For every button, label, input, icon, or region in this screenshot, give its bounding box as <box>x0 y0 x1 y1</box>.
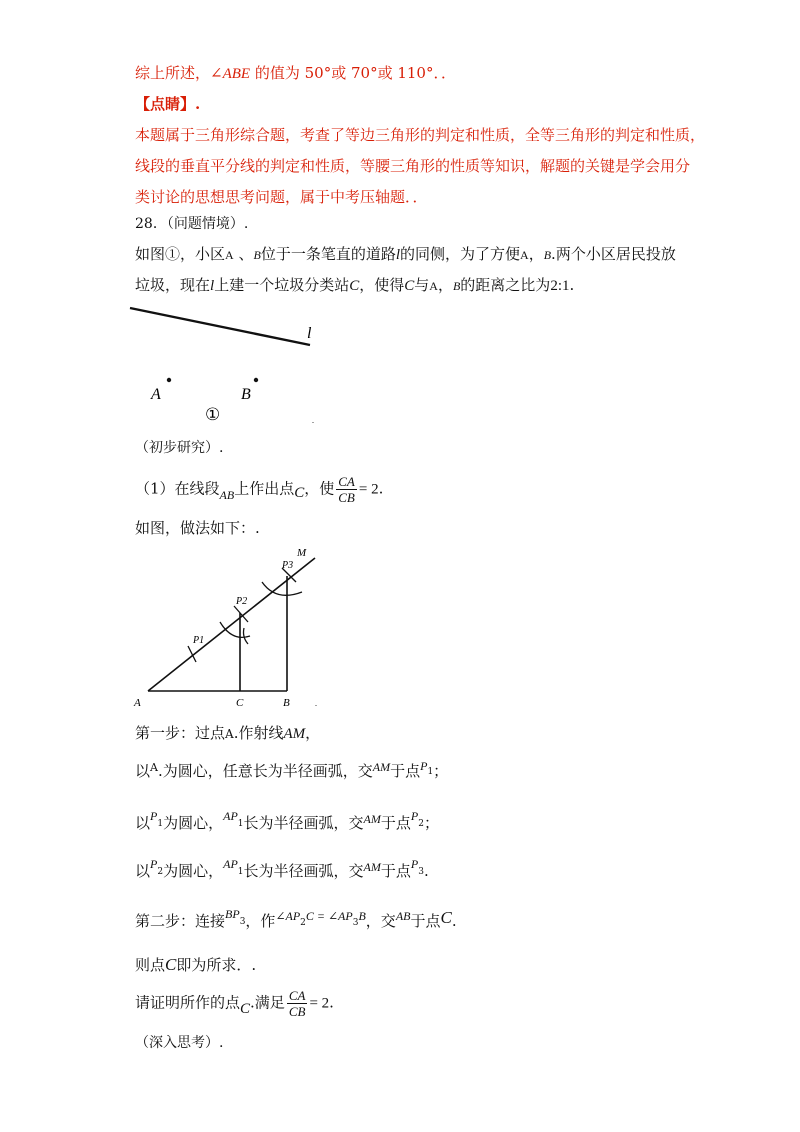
part1-line: （1）在线段$_{AB}$上作出点C，使 $\frac{CA}{CB}$ = 2. <box>135 474 384 505</box>
figure-2 <box>130 540 330 715</box>
point-b-dot <box>254 378 258 382</box>
deep-heading: （深入思考）. <box>135 1035 224 1051</box>
intro-line-1: 如图①，小区A 、B位于一条笔直的道路l的同侧，为了方便A，B.两个小区居民投放 <box>135 245 676 263</box>
label-p1: P1 <box>193 635 205 646</box>
svg-text:.: . <box>312 416 314 425</box>
road-line <box>130 308 310 345</box>
result-line: 则点C即为所求．. <box>135 955 257 974</box>
step1-title: 第一步：过点A.作射线AM， <box>135 724 321 742</box>
point-b-label: B <box>241 386 251 403</box>
label-b: B <box>283 697 290 709</box>
step1-line-c: 以$^P_2$为圆心，$^{AP}_1$长为半径画弧，交$^{AM}$于点$^P_3$. <box>135 857 429 880</box>
summary-angle: ∠ABE <box>210 66 251 82</box>
summary-values: 50°或 70°或 110°．． <box>304 64 456 82</box>
research-heading: （初步研究）. <box>135 440 224 456</box>
intro-line-2: 垃圾，现在l上建一个垃圾分类站C，使得C与A，B的距离之比为2:1. <box>135 276 575 294</box>
problem-context: （问题情境）. <box>166 216 249 232</box>
prove-fraction: $\frac{CA}{CB}$ <box>288 988 306 1019</box>
road-label: l <box>307 325 312 342</box>
prove-line: 请证明所作的点C.满足 $\frac{CA}{CB}$ = 2. <box>135 988 334 1019</box>
label-p3: P3 <box>282 560 294 571</box>
summary-middle: 的值为 <box>250 64 305 82</box>
step1-line-b: 以$^P_1$为圆心，$^{AP}_1$长为半径画弧，交$^{AM}$于点$^P_2$； <box>135 809 439 832</box>
label-a: A <box>134 697 141 709</box>
point-a-dot <box>167 378 171 382</box>
howto-line: 如图，做法如下：. <box>135 519 260 537</box>
angle-arc-p2-2 <box>244 628 249 644</box>
label-m: M <box>297 547 307 559</box>
problem-number: 28． <box>135 216 167 232</box>
point-a-label: A <box>151 386 161 403</box>
part1-fraction: $\frac{CA}{CB}$ <box>338 474 355 505</box>
comment-line-2: 线段的垂直平分线的判定和性质，等腰三角形的性质等知识，解题的关键是学会用分 <box>135 157 691 175</box>
comment-label: 【点睛】. <box>135 95 201 113</box>
comment-line-3: 类讨论的思想思考问题，属于中考压轴题．． <box>135 188 428 206</box>
label-c: C <box>236 697 244 709</box>
step1-line-a: 以$^A$.为圆心，任意长为半径画弧，交$^{AM}$于点$^P_1$； <box>135 759 449 780</box>
ray-am <box>148 558 315 691</box>
svg-text:.: . <box>315 699 317 708</box>
figure-1 <box>120 300 340 430</box>
figure-1-caption: ① <box>205 405 221 424</box>
summary-line <box>135 62 456 85</box>
step2-line: 第二步：连接$^{BP}_3$，作$^{\angle AP}_2^{C = \angle AP}_3^B$，交$^{AB}$于点C. <box>135 907 457 930</box>
problem-header <box>135 213 248 235</box>
summary-prefix: 综上所述， <box>135 64 211 82</box>
comment-line-1: 本题属于三角形综合题，考查了等边三角形的判定和性质，全等三角形的判定和性质， <box>135 126 706 144</box>
label-p2: P2 <box>236 596 248 607</box>
